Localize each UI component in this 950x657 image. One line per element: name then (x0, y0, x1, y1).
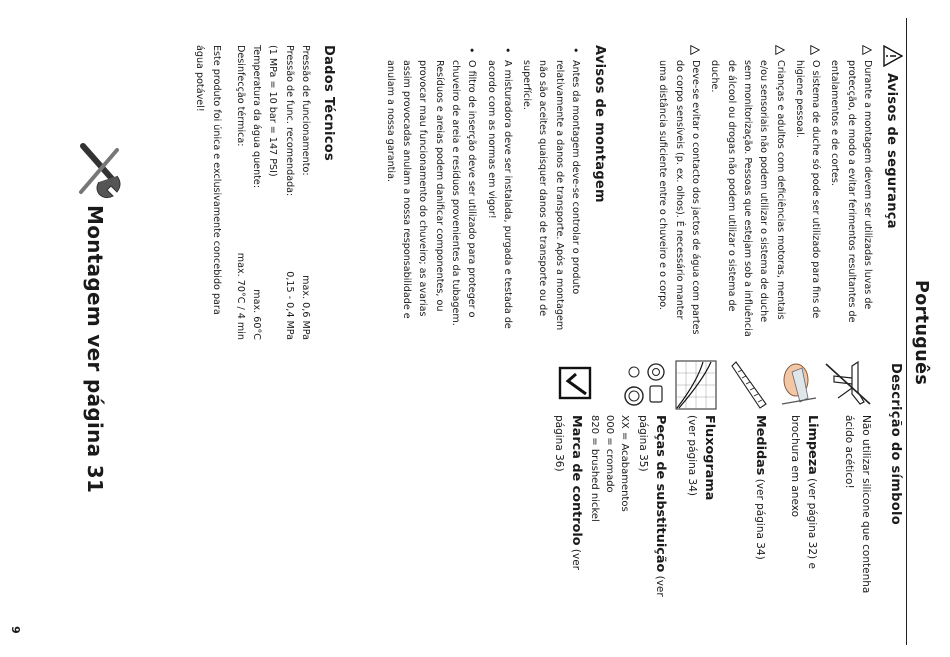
warning-small-icon (810, 45, 820, 55)
control-mark-icon (558, 366, 592, 400)
warning-small-icon (862, 45, 872, 55)
finish-item: 820 = brushed nickel (589, 415, 600, 522)
spare-parts-icon (622, 360, 668, 410)
safety-item: Crianças e adultos com deficiências motoras, mentais e/ou sensoriais não podem utilizar o sistema de duche sem monitorização. Pessoas que estejam sob a influência de álcool ou drogas não podem utilizar o sistema de duche. (706, 45, 787, 340)
warning-small-icon (690, 45, 700, 55)
finish-item: XX = Acabamentos (619, 415, 630, 512)
assembly-item: • O filtro de inserção deve ser utilizado para proteger o chuveiro de areia e resíduos provenientes da tubagem. Resíduos e areias podem danificar componentes, ou provocar mau funcionamento do chuveiro; as avarias assim provocadas anulam a nossa responsabilidade e anulam a nossa garantia. (384, 47, 479, 326)
tech-heading: Dados Técnicos (321, 45, 336, 162)
parts-text: Peças de substituição (ver página 35) (637, 415, 668, 597)
tech-table (189, 45, 313, 340)
warning-small-icon (775, 45, 785, 55)
footer-spacer (37, 18, 38, 645)
page-title: Português (911, 280, 931, 386)
safety-item: O sistema de duche só pode ser utilizado para fins de higiene pessoal. (791, 45, 824, 340)
control-mark-text: Marca de controlo (ver página 36) (553, 415, 584, 570)
finishes-list (587, 415, 632, 605)
assembly-item: • A misturadora deve ser instalada, purgada e testada de acordo com as normas em vigor! (485, 47, 514, 329)
page-number: 9 (9, 626, 22, 634)
measures-text: Medidas (ver página 34) (753, 415, 768, 560)
warning-triangle-icon (883, 45, 903, 67)
flow-text: Fluxograma (ver página 34) (686, 415, 717, 501)
safety-item: Durante a montagem devem ser utilizadas luvas de protecção, de modo a evitar ferimentos resultantes de entalamentos e de cortes. (826, 45, 875, 340)
safety-item: Deve-se evitar o contacto dos jactos de água com partes do corpo sensíveis (p. ex. olhos). É necessário manter uma distância suficiente entre o chuveiro e o corpo. (654, 45, 703, 340)
tech-note: Este produto foi única e exclusivamente concebido para água potável! (194, 45, 222, 315)
tech-row: (1 MPa = 10 bar = 147 PSI) (267, 45, 279, 177)
cleaning-hand-icon (774, 358, 822, 410)
tech-row: Pressão de func. recomendada: 0,15 - 0,4 MPa (283, 45, 295, 340)
safety-list (651, 45, 875, 340)
tech-row: Temperatura da água quente: max. 60°C (251, 45, 263, 340)
flow-chart-icon (675, 360, 717, 410)
assembly-page-reference: Montagem ver página 31 (83, 205, 107, 494)
assembly-item: • Antes da montagem deve-se controlar o produto relativamente a danos de transporte. Após a montagem não são aceites quaisquer danos de transporte ou de superfície. (521, 47, 582, 331)
tools-wrench-icon (77, 140, 121, 202)
silicone-gun-icon (822, 358, 874, 410)
left-column (0, 45, 950, 345)
safety-heading: Avisos de segurança (884, 73, 899, 229)
tech-row: Pressão de funcionamento: max. 0,6 MPa (300, 45, 311, 340)
silicone-text: Não utilizar silicone que contenha ácido acético! (843, 415, 872, 594)
finish-item: 000 = cromado (604, 415, 615, 493)
assembly-list (378, 45, 583, 340)
symbols-heading: Descrição do símbolo (888, 363, 903, 525)
cleaning-text: Limpeza (ver página 32) e brochura em anexo (789, 415, 820, 569)
assembly-heading: Avisos de montagem (592, 45, 607, 203)
tech-row: Desinfecção térmica: max. 70°C / 4 min (234, 45, 246, 340)
measures-ruler-icon (730, 360, 770, 410)
